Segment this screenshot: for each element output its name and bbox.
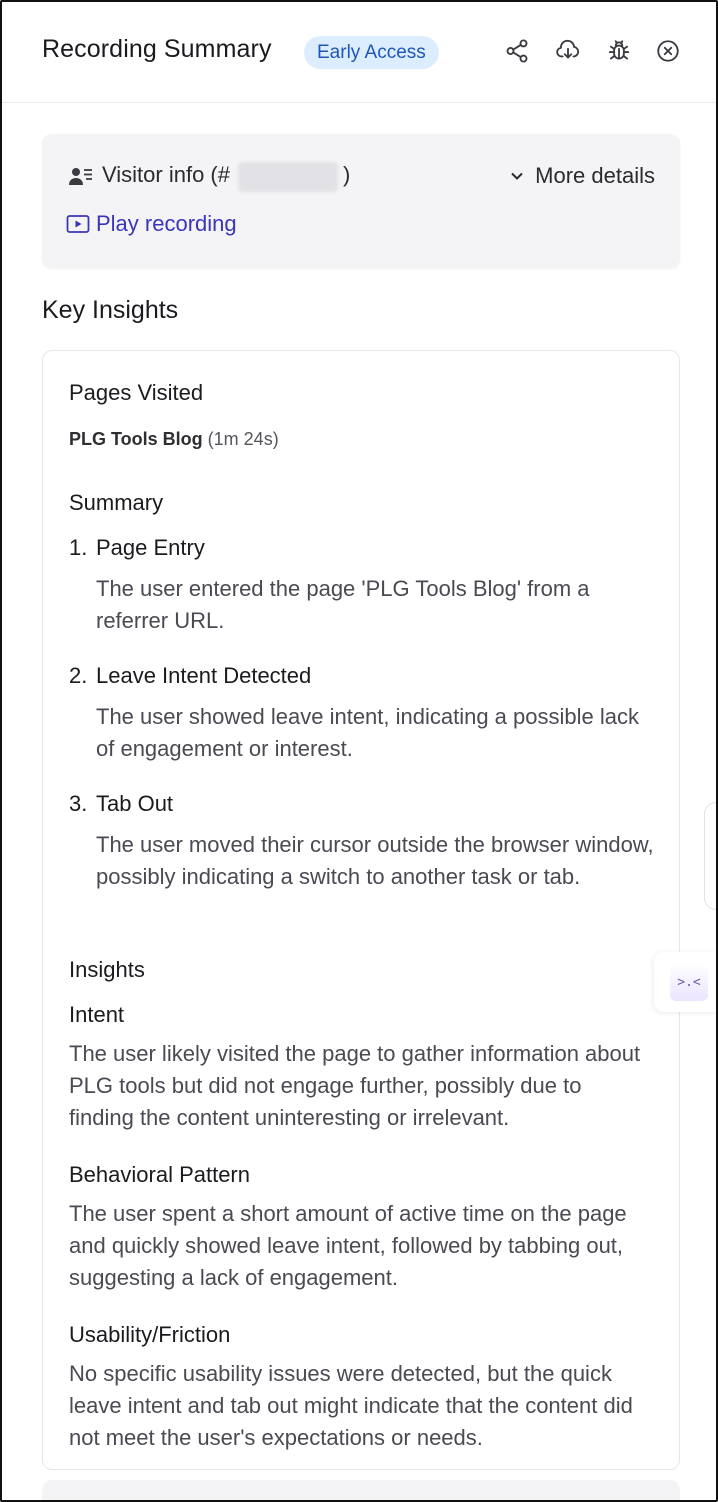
visitor-list-icon [69, 166, 93, 186]
intent-text: The user likely visited the page to gather information about PLG tools but did not engage further, possibly due to finding the content uninteresting or irrelevant. [69, 1041, 641, 1130]
intent-heading: Intent [69, 1002, 125, 1027]
bug-icon [606, 38, 632, 64]
close-button[interactable] [653, 36, 683, 66]
more-details-toggle[interactable] [509, 163, 655, 189]
key-insights-card [42, 350, 680, 1470]
visited-page-entry [69, 429, 279, 450]
visitor-info-label: Visitor info (# [102, 162, 230, 187]
early-access-badge: Early Access [304, 36, 439, 69]
panel-header [2, 2, 716, 103]
step-title: Page Entry [96, 535, 205, 560]
chevron-down-icon [509, 168, 525, 184]
step-number: 3. [69, 791, 88, 816]
report-bug-button[interactable] [604, 36, 634, 66]
next-section-card [42, 1480, 680, 1502]
share-icon [504, 38, 530, 64]
behavioral-pattern-text: The user spent a short amount of active time on the page and quickly showed leave intent, followed by tabbing out, suggesting a lack of engagement. [69, 1201, 627, 1290]
usability-friction-text: No specific usability issues were detected, but the quick leave intent and tab out might indicate that the content did not meet the user's expectations or needs. [69, 1361, 633, 1450]
step-number: 1. [69, 535, 88, 560]
play-recording-link[interactable] [66, 211, 237, 237]
download-icon [555, 38, 581, 64]
play-video-icon [66, 214, 90, 234]
visitor-info-card [42, 134, 680, 268]
visited-page-duration: (1m 24s) [207, 429, 279, 449]
visitor-info-label-suffix: ) [343, 162, 351, 187]
step-title: Tab Out [96, 791, 174, 816]
step-description: The user showed leave intent, indicating a possible lack of engagement or interest. [96, 704, 639, 761]
behavioral-pattern-heading: Behavioral Pattern [69, 1162, 250, 1187]
pages-visited-heading: Pages Visited [69, 380, 204, 405]
side-drawer-tab[interactable] [704, 802, 718, 910]
play-recording-label: Play recording [96, 211, 237, 236]
step-description: The user entered the page 'PLG Tools Blog' from a referrer URL. [96, 576, 590, 633]
step-title: Leave Intent Detected [96, 663, 312, 688]
feedback-widget-button[interactable] [654, 952, 718, 1012]
redacted-visitor-id [238, 162, 338, 192]
page-title: Recording Summary [42, 35, 272, 63]
step-number: 2. [69, 663, 88, 688]
close-icon [655, 38, 681, 64]
feedback-face-icon: >.< [670, 963, 708, 1001]
share-button[interactable] [502, 36, 532, 66]
key-insights-title: Key Insights [42, 296, 179, 324]
step-description: The user moved their cursor outside the browser window, possibly indicating a switch to another task or tab. [96, 832, 654, 889]
insights-heading: Insights [69, 957, 145, 982]
more-details-label: More details [535, 163, 655, 188]
usability-friction-heading: Usability/Friction [69, 1322, 231, 1347]
download-button[interactable] [553, 36, 583, 66]
visited-page-name: PLG Tools Blog [69, 429, 203, 449]
summary-heading: Summary [69, 490, 164, 515]
